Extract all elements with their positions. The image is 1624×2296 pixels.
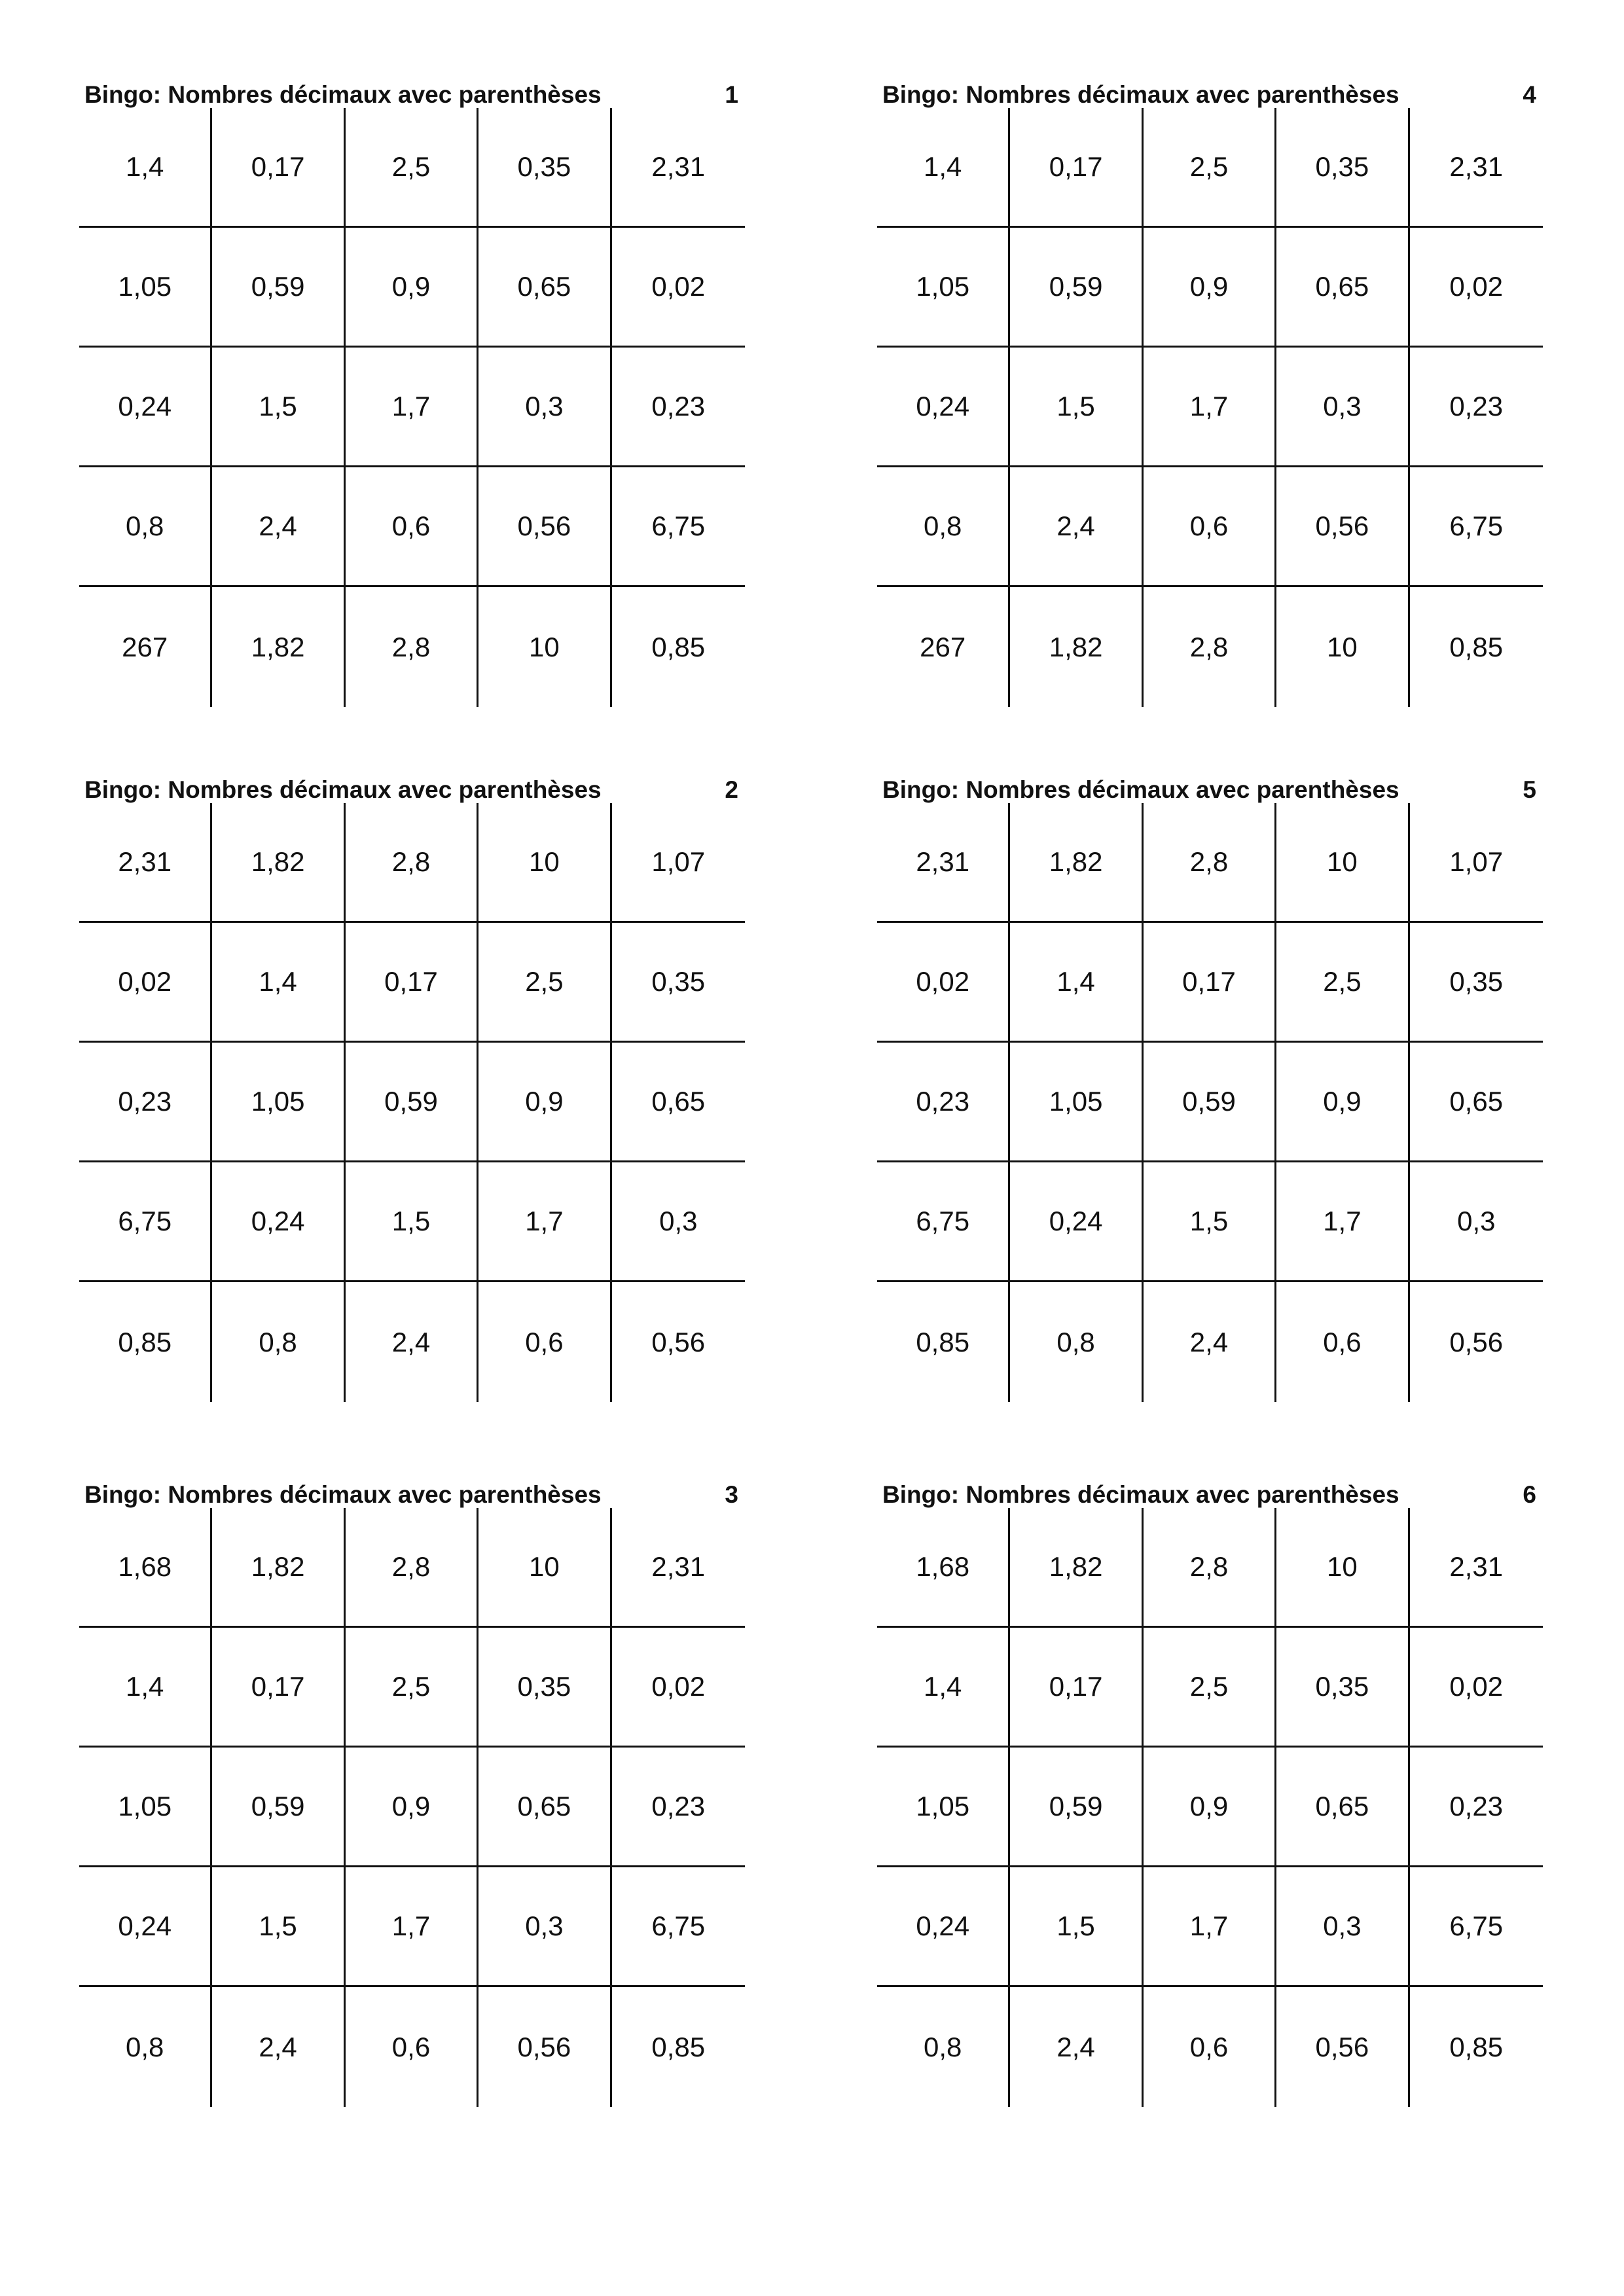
- bingo-cell: 10: [1276, 803, 1409, 923]
- bingo-cell: 0,59: [212, 1748, 345, 1867]
- bingo-grid: [79, 803, 745, 1402]
- bingo-cell: 6,75: [1410, 1867, 1543, 1987]
- bingo-cell: 1,82: [1010, 1508, 1143, 1628]
- bingo-cell: 1,05: [1010, 1043, 1143, 1162]
- card-number: 3: [725, 1481, 738, 1508]
- bingo-cell: 0,9: [346, 228, 478, 348]
- bingo-cell: 0,9: [478, 1043, 611, 1162]
- bingo-cell: 1,7: [1276, 1162, 1409, 1282]
- card-header: [877, 82, 1543, 108]
- card-title: Bingo: Nombres décimaux avec parenthèses: [882, 776, 1399, 803]
- bingo-cell: 0,56: [478, 467, 611, 587]
- bingo-cell: 0,8: [212, 1282, 345, 1402]
- bingo-cell: 2,8: [346, 587, 478, 707]
- bingo-card-1: [79, 81, 745, 662]
- bingo-cell: 0,8: [1010, 1282, 1143, 1402]
- card-number: 2: [725, 776, 738, 803]
- bingo-cell: 10: [478, 1508, 611, 1628]
- bingo-cell: 0,02: [612, 228, 745, 348]
- bingo-cell: 0,02: [1410, 228, 1543, 348]
- bingo-cell: 0,24: [79, 348, 212, 467]
- bingo-cell: 0,23: [612, 348, 745, 467]
- bingo-cell: 0,23: [877, 1043, 1010, 1162]
- card-number: 1: [725, 81, 738, 108]
- bingo-cell: 0,85: [1449, 2031, 1504, 2062]
- bingo-cell: 2,31: [612, 1508, 745, 1628]
- bingo-cell: 1,82: [1010, 803, 1143, 923]
- bingo-cell: 10: [1276, 1508, 1409, 1628]
- bingo-cell: 2,31: [79, 803, 212, 923]
- bingo-cell: 0,6: [346, 467, 478, 587]
- bingo-card-5: [877, 776, 1543, 1357]
- bingo-cell: 0,8: [877, 467, 1010, 587]
- bingo-cell: 0,02: [1410, 1628, 1543, 1748]
- bingo-cell: 1,5: [1010, 1867, 1143, 1987]
- bingo-cell: 0,65: [1276, 1748, 1409, 1867]
- bingo-cell: 0,17: [346, 923, 478, 1043]
- bingo-cell: 0,35: [478, 108, 611, 228]
- bingo-cell: 0,24: [877, 348, 1010, 467]
- card-title: Bingo: Nombres décimaux avec parenthèses: [882, 1481, 1399, 1508]
- bingo-cell: 0,23: [612, 1748, 745, 1867]
- bingo-card-4: [877, 81, 1543, 662]
- bingo-card-6: [877, 1481, 1543, 2062]
- bingo-cell: 0,85: [651, 631, 706, 662]
- card-header: [877, 777, 1543, 803]
- bingo-cell: 6,75: [1410, 467, 1543, 587]
- bingo-cell: 0,6: [1144, 1987, 1276, 2107]
- bingo-cell: 1,82: [1010, 587, 1143, 707]
- bingo-cell: 1,07: [1410, 803, 1543, 923]
- bingo-cell: 0,23: [79, 1043, 212, 1162]
- bingo-cell: 6,75: [612, 1867, 745, 1987]
- bingo-cell: 0,56: [478, 1987, 611, 2107]
- bingo-cell: 0,9: [1276, 1043, 1409, 1162]
- bingo-cell: 0,02: [612, 1628, 745, 1748]
- bingo-cell: 1,07: [612, 803, 745, 923]
- bingo-cell: 0,56: [1276, 467, 1409, 587]
- bingo-cell: 2,4: [212, 467, 345, 587]
- bingo-cell: 1,5: [1010, 348, 1143, 467]
- bingo-cell: 0,59: [1010, 228, 1143, 348]
- bingo-cell: 1,4: [877, 1628, 1010, 1748]
- bingo-cell: 0,59: [1144, 1043, 1276, 1162]
- bingo-cell: 1,7: [1144, 1867, 1276, 1987]
- bingo-cell: 0,9: [1144, 228, 1276, 348]
- card-number: 6: [1523, 1481, 1536, 1508]
- bingo-cell: 1,82: [212, 1508, 345, 1628]
- bingo-cell: 0,24: [1010, 1162, 1143, 1282]
- bingo-grid: [877, 1508, 1543, 2107]
- bingo-cell: 0,3: [1410, 1162, 1543, 1282]
- bingo-cell: 1,5: [212, 1867, 345, 1987]
- bingo-cell: 6,75: [877, 1162, 1010, 1282]
- card-header: [877, 1482, 1543, 1508]
- card-title: Bingo: Nombres décimaux avec parenthèses: [882, 81, 1399, 108]
- bingo-cell: 0,02: [79, 923, 212, 1043]
- bingo-cell: 1,05: [79, 1748, 212, 1867]
- bingo-cell: 0,65: [612, 1043, 745, 1162]
- bingo-cell: 1,82: [212, 587, 345, 707]
- bingo-cell: 6,75: [612, 467, 745, 587]
- bingo-cell: 267: [79, 587, 212, 707]
- bingo-cell: 0,35: [612, 923, 745, 1043]
- bingo-cell: 0,3: [1276, 1867, 1409, 1987]
- bingo-cell: 0,17: [1144, 923, 1276, 1043]
- bingo-cell: 0,3: [478, 348, 611, 467]
- bingo-cell: 2,8: [346, 1508, 478, 1628]
- bingo-cell: 0,9: [346, 1748, 478, 1867]
- bingo-cell: 0,85: [877, 1282, 1010, 1402]
- bingo-cell: 2,4: [1010, 1987, 1143, 2107]
- bingo-cell: 2,4: [1144, 1282, 1276, 1402]
- bingo-cell: 0,17: [212, 108, 345, 228]
- bingo-cell: 267: [877, 587, 1010, 707]
- bingo-cell: 2,5: [1276, 923, 1409, 1043]
- bingo-cell: 2,5: [346, 1628, 478, 1748]
- card-title: Bingo: Nombres décimaux avec parenthèses: [84, 776, 602, 803]
- bingo-cell: 1,4: [79, 108, 212, 228]
- bingo-cell: 0,02: [877, 923, 1010, 1043]
- bingo-cell: 0,6: [478, 1282, 611, 1402]
- bingo-cell: 0,56: [651, 1326, 706, 1357]
- bingo-cell: 1,7: [346, 1867, 478, 1987]
- bingo-grid: [79, 108, 745, 707]
- bingo-cell: 0,6: [1144, 467, 1276, 587]
- bingo-card-2: [79, 776, 745, 1357]
- bingo-cell: 0,35: [1410, 923, 1543, 1043]
- bingo-cell: 0,23: [1410, 348, 1543, 467]
- bingo-cell: 6,75: [79, 1162, 212, 1282]
- bingo-cell: 0,85: [1449, 631, 1504, 662]
- bingo-cell: 0,56: [1276, 1987, 1409, 2107]
- bingo-cell: 0,65: [1276, 228, 1409, 348]
- bingo-cell: 0,9: [1144, 1748, 1276, 1867]
- bingo-cell: 0,17: [212, 1628, 345, 1748]
- bingo-cell: 1,5: [346, 1162, 478, 1282]
- bingo-grid: [877, 108, 1543, 707]
- bingo-cell: 2,31: [1410, 1508, 1543, 1628]
- bingo-cell: 0,35: [1276, 1628, 1409, 1748]
- bingo-cell: 1,7: [1144, 348, 1276, 467]
- bingo-cell: 1,05: [877, 1748, 1010, 1867]
- bingo-cell: 1,5: [1144, 1162, 1276, 1282]
- bingo-cell: 0,24: [79, 1867, 212, 1987]
- bingo-cell: 1,4: [1010, 923, 1143, 1043]
- bingo-cell: 0,65: [478, 1748, 611, 1867]
- bingo-cell: 2,8: [346, 803, 478, 923]
- bingo-cell: 0,59: [212, 228, 345, 348]
- bingo-cell: 2,5: [1144, 108, 1276, 228]
- bingo-cell: 0,17: [1010, 108, 1143, 228]
- bingo-cell: 0,65: [478, 228, 611, 348]
- card-header: [79, 82, 745, 108]
- bingo-cell: 0,24: [877, 1867, 1010, 1987]
- bingo-cell: 2,5: [478, 923, 611, 1043]
- bingo-cell: 10: [478, 803, 611, 923]
- bingo-cell: 1,4: [79, 1628, 212, 1748]
- bingo-cell: 0,17: [1010, 1628, 1143, 1748]
- bingo-cell: 0,59: [1010, 1748, 1143, 1867]
- bingo-cell: 1,05: [212, 1043, 345, 1162]
- bingo-cell: 2,4: [212, 1987, 345, 2107]
- bingo-cell: 0,8: [877, 1987, 1010, 2107]
- bingo-cell: 0,3: [612, 1162, 745, 1282]
- card-header: [79, 1482, 745, 1508]
- bingo-cell: 1,7: [346, 348, 478, 467]
- bingo-cell: 2,5: [346, 108, 478, 228]
- bingo-cell: 1,5: [212, 348, 345, 467]
- bingo-cell: 0,24: [212, 1162, 345, 1282]
- bingo-cell: 0,35: [1276, 108, 1409, 228]
- card-header: [79, 777, 745, 803]
- card-title: Bingo: Nombres décimaux avec parenthèses: [84, 81, 602, 108]
- bingo-cell: 0,3: [1276, 348, 1409, 467]
- bingo-cell: 0,85: [651, 2031, 706, 2062]
- bingo-cell: 0,8: [79, 467, 212, 587]
- bingo-cell: 1,4: [212, 923, 345, 1043]
- bingo-cell: 2,4: [1010, 467, 1143, 587]
- card-number: 4: [1523, 81, 1536, 108]
- bingo-cell: 1,68: [877, 1508, 1010, 1628]
- bingo-cell: 2,8: [1144, 803, 1276, 923]
- bingo-cell: 2,8: [1144, 587, 1276, 707]
- bingo-cell: 0,56: [1449, 1326, 1504, 1357]
- bingo-cell: 2,8: [1144, 1508, 1276, 1628]
- bingo-grid: [877, 803, 1543, 1402]
- bingo-cell: 1,82: [212, 803, 345, 923]
- bingo-cell: 0,3: [478, 1867, 611, 1987]
- bingo-cell: 2,31: [1410, 108, 1543, 228]
- bingo-cell: 0,35: [478, 1628, 611, 1748]
- bingo-cell: 2,31: [877, 803, 1010, 923]
- bingo-cell: 2,4: [346, 1282, 478, 1402]
- bingo-cell: 1,05: [877, 228, 1010, 348]
- bingo-cell: 0,8: [79, 1987, 212, 2107]
- bingo-cell: 1,7: [478, 1162, 611, 1282]
- bingo-cell: 10: [478, 587, 611, 707]
- bingo-grid: [79, 1508, 745, 2107]
- bingo-cell: 2,5: [1144, 1628, 1276, 1748]
- bingo-card-3: [79, 1481, 745, 2062]
- bingo-cell: 0,6: [1276, 1282, 1409, 1402]
- bingo-cell: 0,65: [1410, 1043, 1543, 1162]
- bingo-cell: 0,23: [1410, 1748, 1543, 1867]
- bingo-cell: 1,4: [877, 108, 1010, 228]
- bingo-cell: 10: [1276, 587, 1409, 707]
- bingo-cell: 0,6: [346, 1987, 478, 2107]
- bingo-cell: 1,68: [79, 1508, 212, 1628]
- bingo-cell: 2,31: [612, 108, 745, 228]
- card-title: Bingo: Nombres décimaux avec parenthèses: [84, 1481, 602, 1508]
- bingo-cell: 1,05: [79, 228, 212, 348]
- bingo-cell: 0,59: [346, 1043, 478, 1162]
- card-number: 5: [1523, 776, 1536, 803]
- bingo-cell: 0,85: [79, 1282, 212, 1402]
